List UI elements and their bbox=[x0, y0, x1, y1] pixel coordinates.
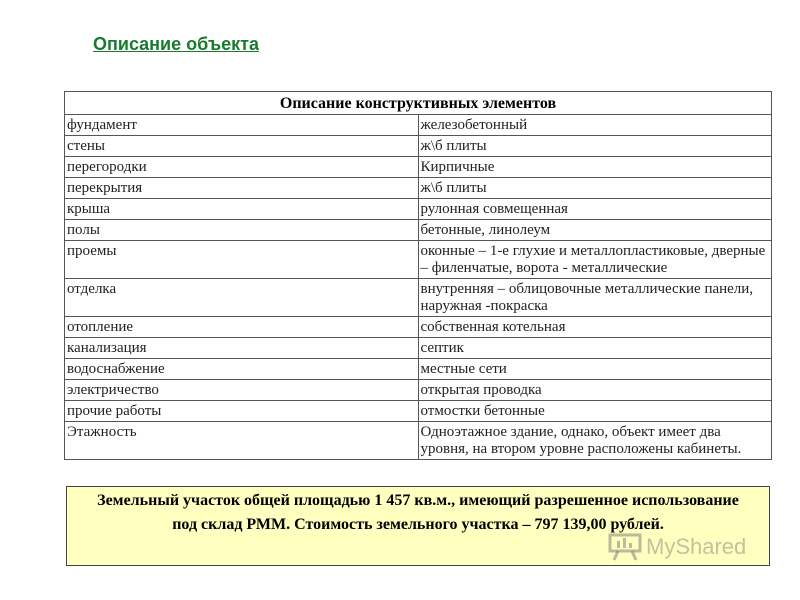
table-row bbox=[65, 422, 772, 460]
table-row bbox=[65, 359, 772, 380]
row-label: отопление bbox=[65, 317, 419, 338]
row-label: прочие работы bbox=[65, 401, 419, 422]
row-label: перегородки bbox=[65, 157, 419, 178]
row-label: канализация bbox=[65, 338, 419, 359]
watermark bbox=[608, 533, 746, 561]
row-label: стены bbox=[65, 136, 419, 157]
construction-elements-table bbox=[64, 91, 772, 460]
row-label: перекрытия bbox=[65, 178, 419, 199]
row-value: ж\б плиты bbox=[418, 178, 772, 199]
row-value: открытая проводка bbox=[418, 380, 772, 401]
row-value: оконные – 1-е глухие и металлопластиковые, дверные – филенчатые, ворота - металлические bbox=[418, 241, 772, 279]
row-value: рулонная совмещенная bbox=[418, 199, 772, 220]
row-label: полы bbox=[65, 220, 419, 241]
table-header-row bbox=[65, 92, 772, 115]
table-row bbox=[65, 241, 772, 279]
table-row bbox=[65, 380, 772, 401]
table-row bbox=[65, 279, 772, 317]
row-label: крыша bbox=[65, 199, 419, 220]
row-value: собственная котельная bbox=[418, 317, 772, 338]
table-row bbox=[65, 157, 772, 178]
row-value: отмостки бетонные bbox=[418, 401, 772, 422]
projector-screen-icon bbox=[608, 533, 642, 561]
table-row bbox=[65, 338, 772, 359]
row-value: септик bbox=[418, 338, 772, 359]
table-row bbox=[65, 178, 772, 199]
row-label: фундамент bbox=[65, 115, 419, 136]
table-row bbox=[65, 136, 772, 157]
row-value: Кирпичные bbox=[418, 157, 772, 178]
row-value: ж\б плиты bbox=[418, 136, 772, 157]
row-label: водоснабжение bbox=[65, 359, 419, 380]
land-plot-note: Земельный участок общей площадью 1 457 кв.м., имеющий разрешенное использование под склад РММ. Стоимость земельного участка – 797 139,00 рублей. bbox=[66, 486, 770, 566]
table-row bbox=[65, 401, 772, 422]
construction-table-container bbox=[64, 91, 772, 460]
row-value: железобетонный bbox=[418, 115, 772, 136]
row-value: местные сети bbox=[418, 359, 772, 380]
table-header: Описание конструктивных элементов bbox=[65, 92, 772, 115]
watermark-text: MyShared bbox=[646, 534, 747, 559]
table-row bbox=[65, 220, 772, 241]
row-label: отделка bbox=[65, 279, 419, 317]
row-value: внутренняя – облицовочные металлические панели, наружная -покраска bbox=[418, 279, 772, 317]
table-row bbox=[65, 199, 772, 220]
table-row bbox=[65, 115, 772, 136]
row-label: проемы bbox=[65, 241, 419, 279]
row-value: Одноэтажное здание, однако, объект имеет два уровня, на втором уровне расположены кабинеты. bbox=[418, 422, 772, 460]
page-title: Описание объекта bbox=[93, 34, 259, 54]
table-row bbox=[65, 317, 772, 338]
row-label: электричество bbox=[65, 380, 419, 401]
row-label: Этажность bbox=[65, 422, 419, 460]
row-value: бетонные, линолеум bbox=[418, 220, 772, 241]
